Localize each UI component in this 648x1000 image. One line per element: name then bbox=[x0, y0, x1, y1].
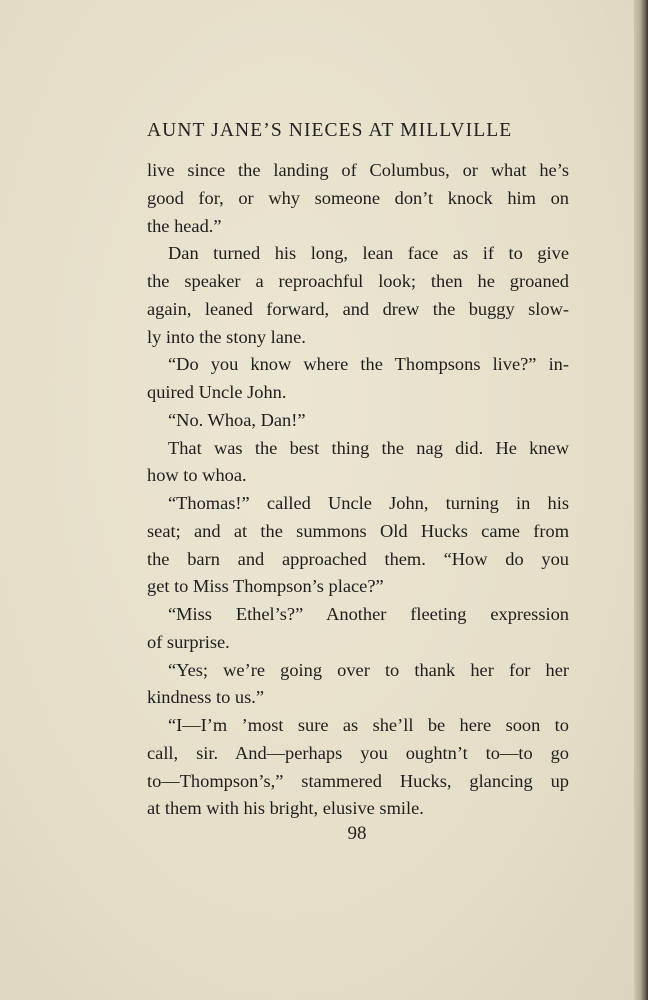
text-line: “No. Whoa, Dan!” bbox=[168, 409, 306, 430]
text-line: ly into the stony lane. bbox=[147, 326, 306, 347]
text-line: kindness to us.” bbox=[147, 687, 264, 708]
page-edge-shadow bbox=[634, 0, 648, 1000]
page-number: 98 bbox=[347, 823, 367, 844]
text-line: “Yes; we’re going over to thank her for her bbox=[168, 659, 569, 680]
text-line: again, leaned forward, and drew the buggy slow- bbox=[147, 298, 569, 319]
text-line: call, sir. And—perhaps you oughtn’t to—to go bbox=[147, 742, 569, 763]
text-line: seat; and at the summons Old Hucks came from bbox=[147, 520, 569, 541]
running-head: AUNT JANE’S NIECES AT MILLVILLE bbox=[147, 120, 513, 141]
text-line: “Do you know where the Thompsons live?” in- bbox=[168, 354, 569, 375]
text-line: the speaker a reproachful look; then he groaned bbox=[147, 271, 569, 291]
text-line: live since the landing of Columbus, or what he’s bbox=[147, 160, 569, 180]
text-line: the head.” bbox=[147, 215, 222, 236]
text-line: how to whoa. bbox=[147, 465, 247, 486]
text-line: That was the best thing the nag did. He knew bbox=[168, 437, 569, 458]
text-line: good for, or why someone don’t knock him on bbox=[147, 187, 569, 208]
text-line: quired Uncle John. bbox=[147, 382, 287, 402]
text-line: to—Thompson’s,” stammered Hucks, glancing up bbox=[147, 770, 569, 791]
text-line: “I—I’m ’most sure as she’ll be here soon to bbox=[168, 715, 569, 735]
body-text bbox=[147, 157, 569, 823]
text-line: the barn and approached them. “How do you bbox=[147, 548, 569, 569]
text-line: of surprise. bbox=[147, 631, 230, 652]
text-line: Dan turned his long, lean face as if to give bbox=[168, 243, 569, 264]
text-line: “Miss Ethel’s?” Another fleeting expression bbox=[168, 604, 569, 624]
text-line: at them with his bright, elusive smile. bbox=[147, 798, 424, 819]
text-line: “Thomas!” called Uncle John, turning in his bbox=[168, 493, 569, 513]
text-line: get to Miss Thompson’s place?” bbox=[147, 576, 384, 597]
